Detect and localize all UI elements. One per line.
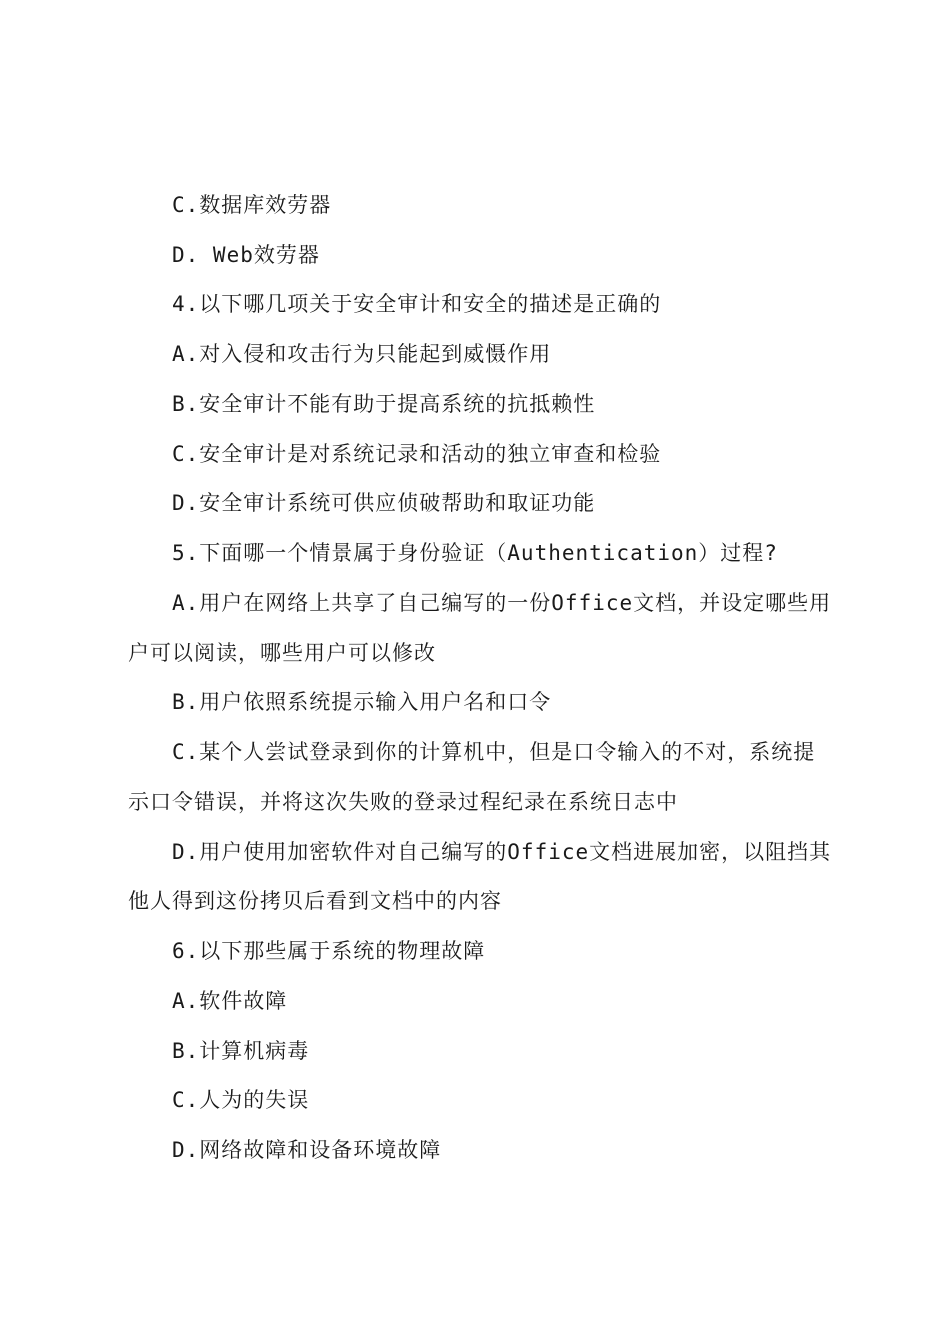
question-4: 4.以下哪几项关于安全审计和安全的描述是正确的 (172, 292, 662, 316)
text-line: D.网络故障和设备环境故障 (172, 1138, 442, 1162)
text-line: D. Web效劳器 (172, 243, 320, 267)
text-line: C.人为的失误 (172, 1088, 310, 1112)
text-line: D.用户使用加密软件对自己编写的Office文档进展加密，以阻挡其 (172, 840, 832, 864)
text-line: A.软件故障 (172, 989, 288, 1013)
text-line: C.某个人尝试登录到你的计算机中，但是口令输入的不对，系统提 (172, 740, 816, 764)
question-5: 5.下面哪一个情景属于身份验证（Authentication）过程? (172, 541, 778, 565)
question-6: 6.以下那些属于系统的物理故障 (172, 939, 486, 963)
text-line: D.安全审计系统可供应侦破帮助和取证功能 (172, 491, 596, 515)
text-line: B.用户依照系统提示输入用户名和口令 (172, 690, 552, 714)
text-line: 户可以阅读，哪些用户可以修改 (128, 641, 436, 665)
text-line: 示口令错误，并将这次失败的登录过程纪录在系统日志中 (128, 790, 678, 814)
text-line: C.安全审计是对系统记录和活动的独立审查和检验 (172, 442, 662, 466)
text-line: 他人得到这份拷贝后看到文档中的内容 (128, 889, 502, 913)
text-line: A.对入侵和攻击行为只能起到威慑作用 (172, 342, 552, 366)
text-line: A.用户在网络上共享了自己编写的一份Office文档，并设定哪些用 (172, 591, 832, 615)
text-line: C.数据库效劳器 (172, 193, 332, 217)
text-line: B.计算机病毒 (172, 1039, 310, 1063)
text-line: B.安全审计不能有助于提高系统的抗抵赖性 (172, 392, 596, 416)
